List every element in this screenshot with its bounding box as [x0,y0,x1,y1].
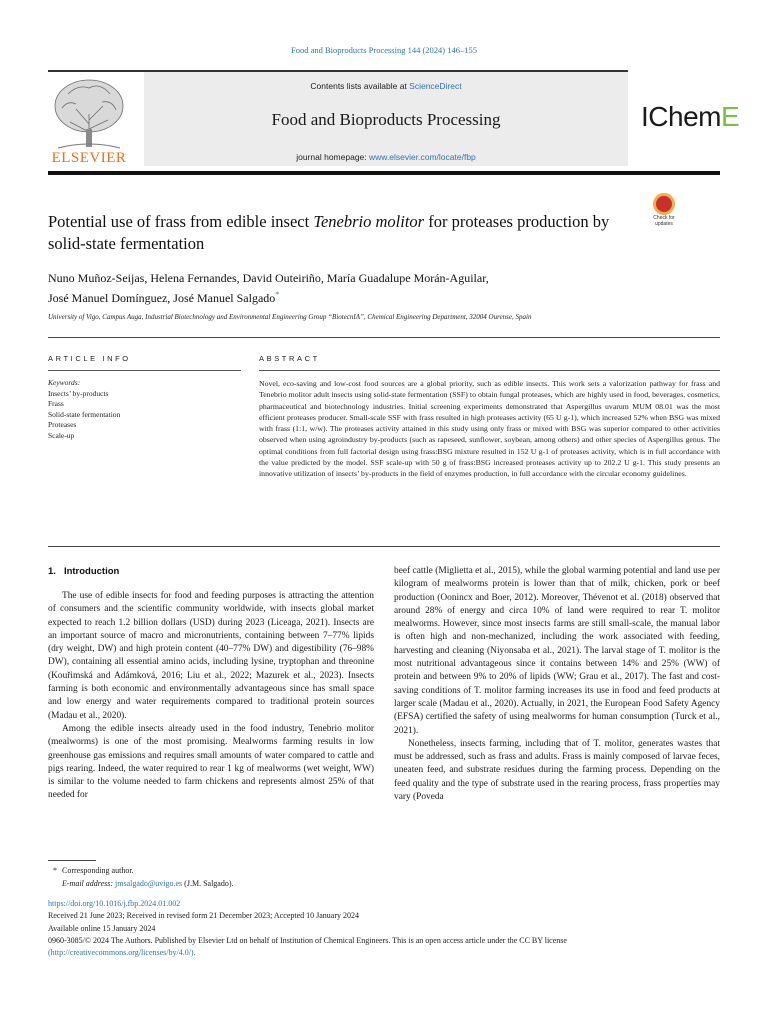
affiliation: University of Vigo, Campus Auga, Industrial Biotechnology and Environmental Engineering Group “BiotecnIA”, Chemical Engineering Department, 32004 Ourense, Spain [48,313,532,321]
title-part1: Potential use of frass from edible insect [48,212,314,231]
keyword-item: Insects’ by-products [48,388,109,398]
keyword-item: Scale-up [48,430,75,440]
author-list [48,270,668,306]
received-dates: Received 21 June 2023; Received in revised form 21 December 2023; Accepted 10 January 2024 [48,911,360,921]
intro-paragraph-2: Among the edible insects already used in the food industry, Tenebrio molitor (mealworms) is one of the most promising. Mealworms farming results in low greenhouse gas emissions and requires small amounts of water compared to cattle and pigs rearing. Indeed, the water required to rear 1 kg of mealworms (wet weight, WW) is similar to the volume needed to farm chickens and represents almost 25% of that needed for [48,723,374,801]
abstract-label: ABSTRACT [259,354,320,363]
intro-paragraph-3: Nonetheless, insects farming, including that of T. molitor, generates wastes that must be addressed, such as frass and adults. Frass is mainly composed of larvae feces, uneaten feed, and substrate residues during the farming process. Depending on the feed quality and the type of substrate used in the rearing process, frass properties may vary (Poveda [394,738,720,803]
keyword-item: Solid-state fermentation [48,409,121,419]
icheme-logo-chem: Chem [648,101,721,132]
check-updates-icon [653,193,675,215]
authors-line-1[interactable]: Nuno Muñoz-Seijas, Helena Fernandes, David Outeiriño, María Guadalupe Morán-Aguilar, [48,271,489,285]
abstract-text: Novel, eco-saving and low-cost food sources are a global priority, such as edible insects. This work sets a valorization pathway for frass and Tenebrio molitor adult insects using solid-state fermentation (SSF) to obtain fungal proteases, which are highly used in food, beverages, cosmetics, pharmaceutical and biotechnology industries. Initial screening experiments demonstrated that Aspergillus uvarum MUM 08.01 was the most efficient proteases producer. Small-scale SSF with frass resulted in high proteases activity (65 U g-1), which increased 52% when BSG was mixed with frass (1:1, w/w). The proteases activity attained in this study using only frass or mixed with BSG was superior compared to other activities observed when using agroindustry by-products (such as rapeseed, sunflower, soybean, among others) and other species of Aspergillus genus. The optimal conditions from full factorial design using frass:BSG mixture resulted in 152 U g-1 of proteases activity, which is in full accordance with the value predicted by the model. SSF scale-up with 50 g of frass:BSG increased proteases activity up to 202.2 U g-1. This study presents an innovative utilization of insects’ by-products in the field of enzymes production, in full accordance with the circular economy guidelines. [259,379,720,479]
check-for-updates-button[interactable] [647,193,681,229]
icheme-logo[interactable] [641,101,739,133]
keywords-block [48,378,238,441]
corresponding-author-note: Corresponding author. [62,866,134,875]
section-number: 1. [48,566,56,577]
sciencedirect-link[interactable]: ScienceDirect [409,81,462,91]
section-title: Introduction [63,566,120,577]
title-species: Tenebrio molitor [313,212,425,231]
article-title [48,211,638,255]
journal-title[interactable]: Food and Bioproducts Processing [271,110,501,129]
icheme-logo-e: E [720,101,740,132]
footnotes [48,865,720,890]
journal-homepage-link[interactable]: www.elsevier.com/locate/fbp [369,152,476,162]
check-updates-line1: Check for [653,215,675,221]
section-heading-introduction [48,566,119,577]
authors-line-2[interactable]: José Manuel Domínguez, José Manuel Salgado [48,290,276,305]
elsevier-wordmark[interactable]: ELSEVIER [51,150,127,166]
keyword-item: Frass [48,399,64,408]
intro-paragraph-1: The use of edible insects for food and feeding purposes is attracting the attention of consumers and the scientific community worldwide, with insects global market expected to reach 1.2 billion dollars (USD) during 2023 (Liceaga, 2021). Insects are an important source of macro and micronutrients, containing between 7–77% lipids (dry weight, DW) and high protein content (40–77% DW) and digestibility (76–98% DW), containing all essential amino acids, including lysine, tryptophan and threonine (Kouřimská and Adámková, 2016; Liu et al., 2022; Mazurek et al., 2023). Insects farming is both economic and environmentally advantageous since has small space and low energy and water requirements compared to traditional protein sources (Madau et al., 2020). [48,591,374,721]
article-metadata [48,898,720,959]
keyword-item: Proteases [48,420,77,429]
running-head[interactable]: Food and Bioproducts Processing 144 (2024) 146–155 [290,45,478,55]
available-online: Available online 15 January 2024 [48,923,156,933]
doi-link[interactable]: https://doi.org/10.1016/j.fbp.2024.01.002 [48,899,181,908]
masthead-divider [48,171,720,175]
title-part2: for proteases production by solid-state fermentation [48,212,610,253]
email-link[interactable]: jmsalgado@uvigo.es [115,878,183,888]
license-link[interactable]: (http://creativecommons.org/licenses/by/4.0/). [48,948,196,958]
icheme-logo-i: I [641,101,649,132]
journal-masthead [48,70,628,166]
keywords-heading: Keywords: [48,378,81,387]
contents-prefix: Contents lists available at [310,81,410,91]
homepage-line [144,152,628,162]
corresponding-author-mark[interactable]: * [275,289,280,299]
license-text: 0960-3085/© 2024 The Authors. Published by Elsevier Ltd on behalf of Institution of Chemical Engineers. This is an open access article under the CC BY license [48,935,567,945]
abstract-bottom-rule [48,546,720,547]
footnote-rule [48,860,96,861]
abstract-rule [259,370,720,371]
body-column-right [394,565,720,804]
body-column-left [48,590,374,803]
check-updates-line2: updates [655,220,673,227]
homepage-prefix: journal homepage: [296,152,369,162]
email-suffix: (J.M. Salgado). [182,878,234,888]
header-rule [48,337,720,338]
footnote-mark: * [53,866,57,875]
article-info-label: ARTICLE INFO [48,354,131,363]
article-info-rule [48,370,241,371]
contents-line [144,81,628,91]
email-label: E-mail address: [62,878,114,888]
journal-title-box [144,72,628,166]
intro-paragraph-continued: beef cattle (Miglietta et al., 2015), while the global warming potential and land use per kilogram of mealworms protein is lower than that of milk, chicken, pork or beef production (Oonincx and Boer, 2012). Moreover, Thévenot et al. (2018) observed that around 28% of energy and circa 10% of land were required to rear T. molitor mealworms. However, since most insects farms are still small-scale, the manual labor is often high and non-mechanized, including the work associated with feeding, harvesting and cleaning (Niyonsaba et al., 2021). The larval stage of T. molitor is the most nutritional advantageous since it contains between 14% and 25% (WW) of protein and between 9% to 20% of lipids (WW; Grau et al., 2017). The fast and cost-saving conditions of T. molitor farming increases its use in food and feed products at larger scale (Madau et al., 2020). Actually, in 2021, the European Food Safety Agency (EFSA) certified the safety of using mealworms for human consumption (Turck et al., 2021). [394,566,720,736]
